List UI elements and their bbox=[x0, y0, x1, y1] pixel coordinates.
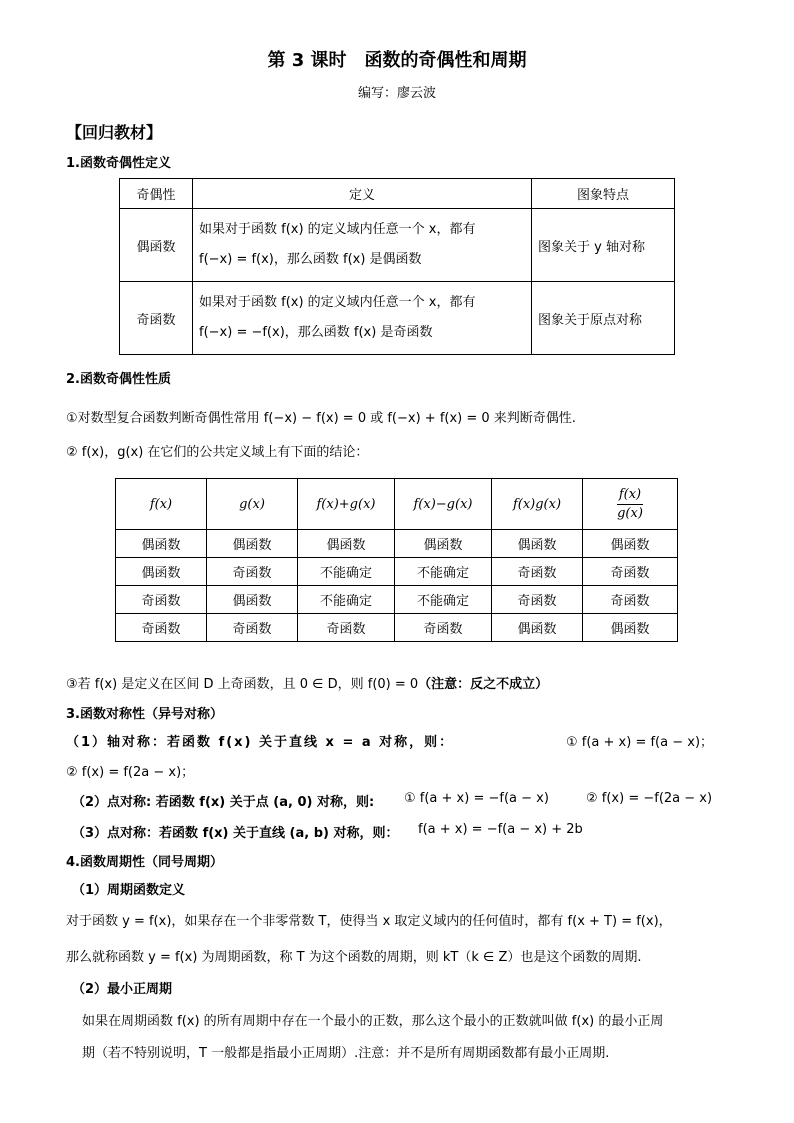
definition-cell bbox=[193, 282, 532, 355]
heading-symmetry: 3.函数对称性（异号对称） bbox=[66, 707, 223, 722]
table-row bbox=[116, 558, 678, 586]
header-cell: 图象特点 bbox=[532, 179, 675, 209]
table-row bbox=[116, 614, 678, 642]
period-definition-line-2: 那么就称函数 y = f(x) 为周期函数，称 T 为这个函数的周期，则 kT（k ∈ Z）也是这个函数的周期. bbox=[66, 950, 642, 965]
table-row bbox=[120, 209, 675, 282]
heading-parity-properties: 2.函数奇偶性性质 bbox=[66, 372, 171, 387]
header-cell: f(x)g(x) bbox=[492, 479, 583, 530]
fraction-numerator: f(x) bbox=[617, 486, 643, 505]
page-title: 第 3 课时 函数的奇偶性和周期 bbox=[267, 50, 527, 71]
parity-operations-table bbox=[115, 478, 678, 642]
point-symmetry-formula-2: ② f(x) = −f(2a − x) bbox=[586, 791, 713, 806]
property-3 bbox=[66, 673, 548, 692]
subheading-period-definition: （1）周期函数定义 bbox=[72, 883, 186, 898]
center-symmetry-intro: （3）点对称：若函数 f(x) 关于直线 (a, b) 对称，则： bbox=[72, 826, 399, 841]
table-cell: 偶函数 bbox=[207, 530, 298, 558]
table-cell: 奇函数 bbox=[395, 614, 492, 642]
definition-cell bbox=[193, 209, 532, 282]
parity-name: 奇函数 bbox=[120, 282, 193, 355]
table-cell: 不能确定 bbox=[298, 558, 395, 586]
min-period-line-2: 期（若不特别说明，T 一般都是指最小正周期）.注意：并不是所有周期函数都有最小正周期. bbox=[82, 1046, 610, 1061]
table-cell: 奇函数 bbox=[583, 558, 678, 586]
table-cell: 偶函数 bbox=[492, 614, 583, 642]
header-cell: 奇偶性 bbox=[120, 179, 193, 209]
header-cell bbox=[583, 479, 678, 530]
point-symmetry-intro: （2）点对称: 若函数 f(x) 关于点 (a, 0) 对称，则: bbox=[72, 795, 375, 810]
table-cell: 不能确定 bbox=[395, 558, 492, 586]
definition-line: f(−x) = −f(x)，那么函数 f(x) 是奇函数 bbox=[199, 325, 433, 340]
table-cell: 偶函数 bbox=[395, 530, 492, 558]
table-cell: 偶函数 bbox=[116, 530, 207, 558]
table-cell: 奇函数 bbox=[116, 614, 207, 642]
header-cell: 定义 bbox=[193, 179, 532, 209]
section-heading: 【回归教材】 bbox=[66, 123, 163, 142]
quotient-fraction bbox=[617, 486, 643, 523]
table-cell: 偶函数 bbox=[492, 530, 583, 558]
definition-line: 如果对于函数 f(x) 的定义域内任意一个 x，都有 bbox=[199, 222, 476, 237]
table-header-row bbox=[116, 479, 678, 530]
table-cell: 奇函数 bbox=[298, 614, 395, 642]
property-2: ② f(x)，g(x) 在它们的公共定义域上有下面的结论： bbox=[66, 445, 369, 460]
parity-name: 偶函数 bbox=[120, 209, 193, 282]
table-cell: 偶函数 bbox=[583, 614, 678, 642]
table-header-row bbox=[120, 179, 675, 209]
table-cell: 奇函数 bbox=[207, 614, 298, 642]
min-period-line-1: 如果在周期函数 f(x) 的所有周期中存在一个最小的正数，那么这个最小的正数就叫做 f(x) 的最小正周 bbox=[82, 1014, 664, 1029]
header-cell: f(x) bbox=[116, 479, 207, 530]
period-definition-line-1: 对于函数 y = f(x)，如果存在一个非零常数 T，使得当 x 取定义域内的任何值时，都有 f(x + T) = f(x)， bbox=[66, 914, 672, 929]
axis-symmetry-intro: （1）轴对称：若函数 f(x) 关于直线 x = a 对称，则： bbox=[66, 735, 455, 750]
header-cell: g(x) bbox=[207, 479, 298, 530]
table-cell: 不能确定 bbox=[298, 586, 395, 614]
header-cell: f(x)−g(x) bbox=[395, 479, 492, 530]
definition-line: f(−x) = f(x)，那么函数 f(x) 是偶函数 bbox=[199, 252, 422, 267]
table-cell: 奇函数 bbox=[207, 558, 298, 586]
definition-line: 如果对于函数 f(x) 的定义域内任意一个 x，都有 bbox=[199, 295, 476, 310]
property-3-note: （注意：反之不成立） bbox=[418, 677, 549, 692]
graph-feature: 图象关于 y 轴对称 bbox=[532, 209, 675, 282]
table-row bbox=[120, 282, 675, 355]
table-row bbox=[116, 530, 678, 558]
table-row bbox=[116, 586, 678, 614]
fraction-denominator: g(x) bbox=[617, 505, 643, 521]
axis-symmetry-formula-2: ② f(x) = f(2a − x)； bbox=[66, 765, 195, 780]
table-cell: 奇函数 bbox=[116, 586, 207, 614]
author-line: 编写：廖云波 bbox=[357, 86, 436, 101]
table-cell: 偶函数 bbox=[116, 558, 207, 586]
table-cell: 偶函数 bbox=[207, 586, 298, 614]
table-cell: 奇函数 bbox=[492, 558, 583, 586]
parity-definition-table bbox=[119, 178, 675, 355]
table-cell: 偶函数 bbox=[298, 530, 395, 558]
table-cell: 奇函数 bbox=[583, 586, 678, 614]
table-cell: 不能确定 bbox=[395, 586, 492, 614]
property-3-text: ③若 f(x) 是定义在区间 D 上奇函数，且 0 ∈ D，则 f(0) = 0 bbox=[66, 677, 419, 692]
point-symmetry-formula-1: ① f(a + x) = −f(a − x) bbox=[404, 791, 549, 806]
heading-parity-definition: 1.函数奇偶性定义 bbox=[66, 156, 171, 171]
subheading-min-period: （2）最小正周期 bbox=[72, 982, 173, 997]
axis-symmetry-formula-1: ① f(a + x) = f(a − x)； bbox=[566, 735, 714, 750]
property-1: ①对数型复合函数判断奇偶性常用 f(−x) − f(x) = 0 或 f(−x) + f(x) = 0 来判断奇偶性. bbox=[66, 411, 576, 426]
header-cell: f(x)+g(x) bbox=[298, 479, 395, 530]
center-symmetry-formula: f(a + x) = −f(a − x) + 2b bbox=[418, 822, 583, 837]
table-cell: 偶函数 bbox=[583, 530, 678, 558]
heading-periodicity: 4.函数周期性（同号周期） bbox=[66, 855, 223, 870]
graph-feature: 图象关于原点对称 bbox=[532, 282, 675, 355]
table-cell: 奇函数 bbox=[492, 586, 583, 614]
